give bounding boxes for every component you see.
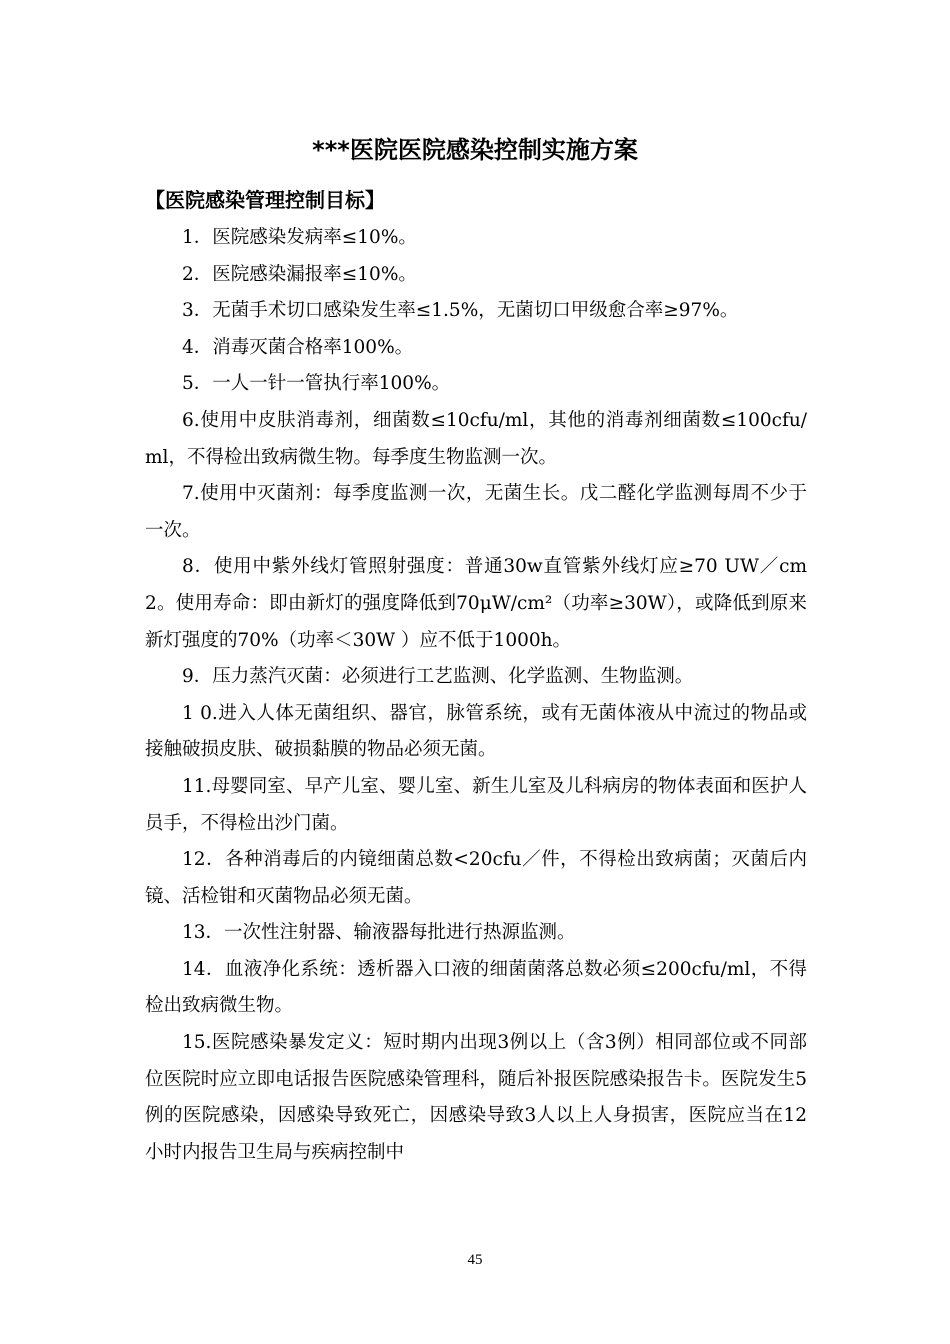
- list-item: 14．血液净化系统：透析器入口液的细菌菌落总数必须≤200cfu/ml，不得检出致病微生物。: [145, 958, 807, 1017]
- list-item: 7.使用中灭菌剂：每季度监测一次，无菌生长。戊二醛化学监测每周不少于一次。: [145, 483, 807, 541]
- list-item: 13．一次性注射器、输液器每批进行热源监测。: [182, 922, 576, 944]
- list-item: 9．压力蒸汽灭菌：必须进行工艺监测、化学监测、生物监测。: [182, 666, 694, 688]
- section-heading: 【医院感染管理控制目标】: [145, 188, 385, 212]
- list-item: 3．无菌手术切口感染发生率≤1.5%，无菌切口甲级愈合率≥97%。: [182, 300, 739, 322]
- list-item: 4．消毒灭菌合格率100%。: [182, 336, 414, 358]
- list-item: 12．各种消毒后的内镜细菌总数<20cfu／件，不得检出致病菌；灭菌后内镜、活检钳和灭菌物品必须无菌。: [145, 849, 807, 907]
- list-item: 2．医院感染漏报率≤10%。: [182, 263, 417, 285]
- list-item: 8．使用中紫外线灯管照射强度：普通30w直管紫外线灯应≥70 UW／cm2。使用寿命：即由新灯的强度降低到70μW/cm²（功率≥30W），或降低到原来新灯强度的70%（功率＜30W ）应不低于1000h。: [145, 556, 807, 651]
- list-item: 11.母婴同室、早产儿室、婴儿室、新生儿室及儿科病房的物体表面和医护人员手，不得检出沙门菌。: [145, 775, 807, 834]
- document-title: ***医院医院感染控制实施方案: [312, 136, 638, 164]
- list-item: 1．医院感染发病率≤10%。: [182, 227, 417, 248]
- list-item: 5．一人一针一管执行率100%。: [182, 373, 451, 395]
- body-text: [145, 220, 807, 1171]
- list-item: 15.医院感染暴发定义：短时期内出现3例以上（含3例）相同部位或不同部位医院时应立即电话报告医院感染管理科，随后补报医院感染报告卡。医院发生5例的医院感染，因感染导致死亡，因感染导致3人以上人身损害，医院应当在12小时内报告卫生局与疾病控制中: [145, 1032, 807, 1163]
- list-item: 1 0.进入人体无菌组织、器官，脉管系统，或有无菌体液从中流过的物品或接触破损皮肤、破损黏膜的物品必须无菌。: [145, 702, 807, 761]
- list-item: 6.使用中皮肤消毒剂，细菌数≤10cfu/ml，其他的消毒剂细菌数≤100cfu/ml，不得检出致病微生物。每季度生物监测一次。: [145, 409, 807, 468]
- page-number: 45: [467, 1252, 483, 1268]
